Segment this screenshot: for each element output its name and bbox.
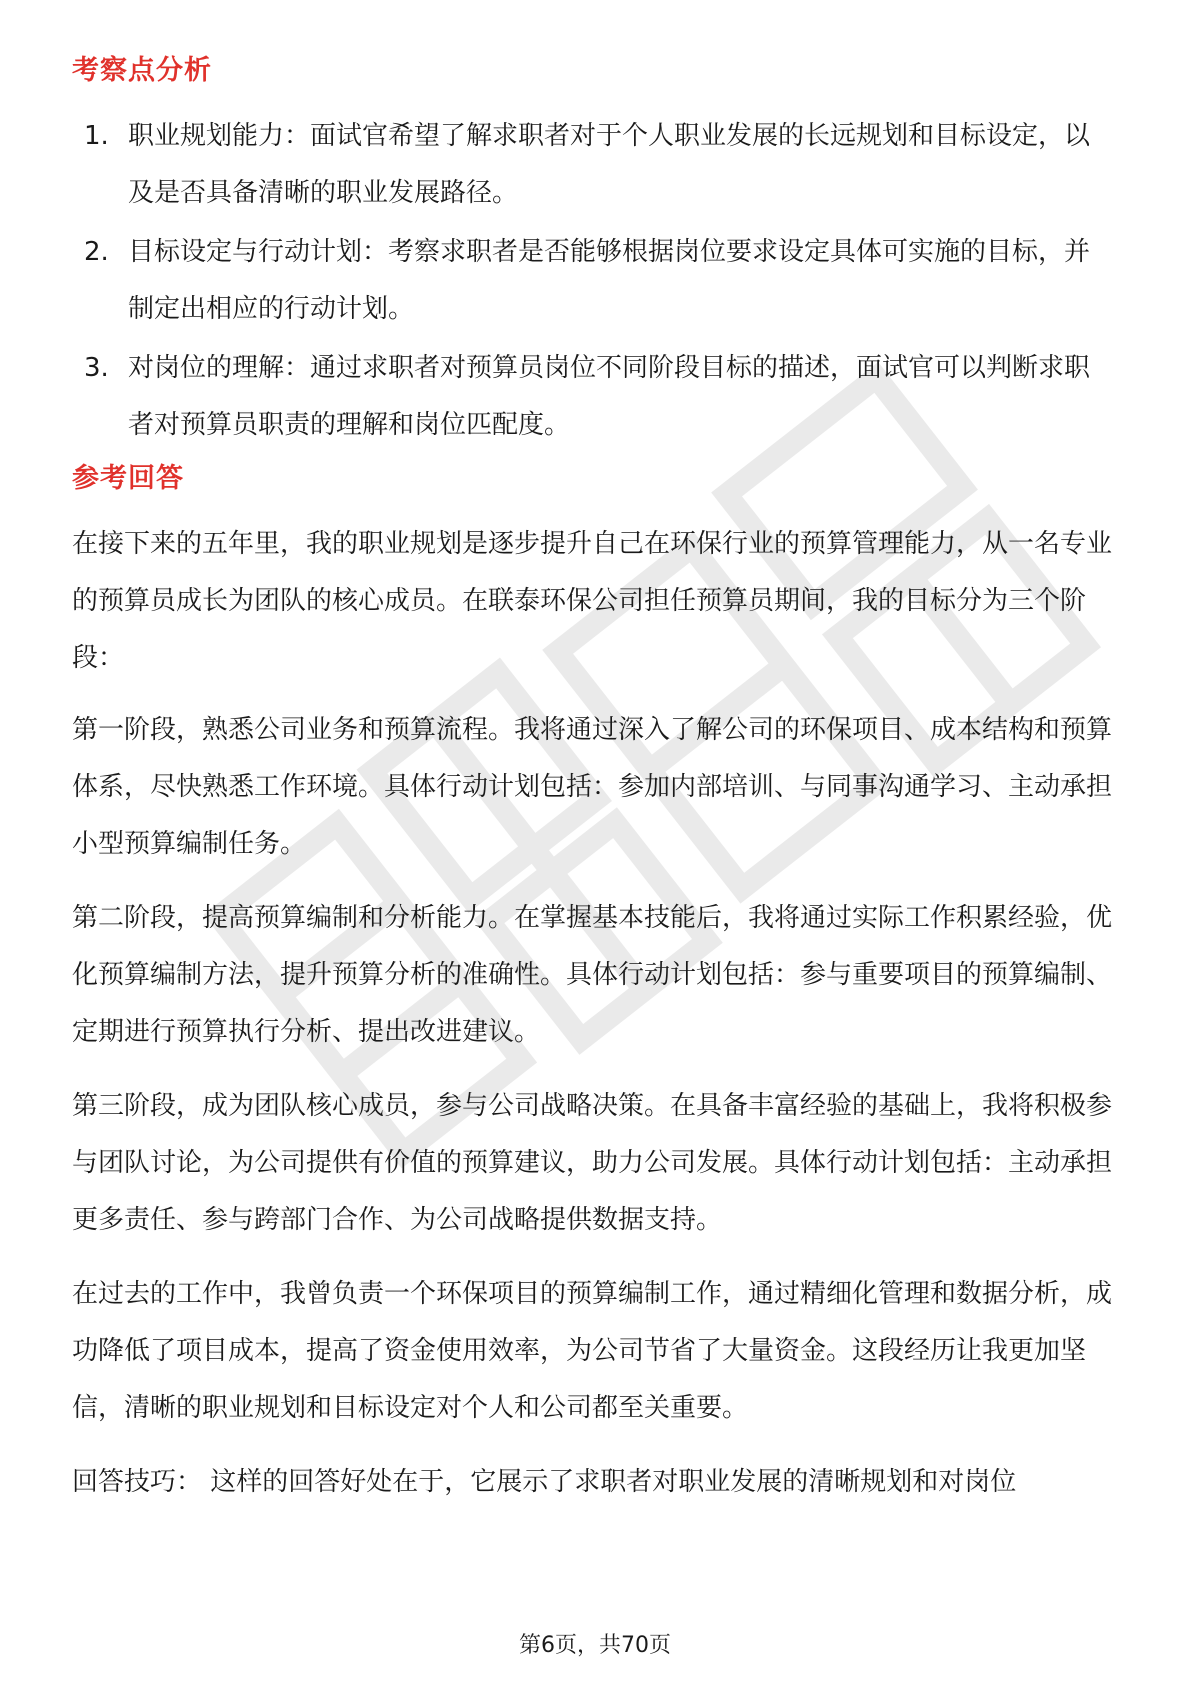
list-item: [84, 340, 1114, 454]
list-item-text: 对岗位的理解：通过求职者对预算员岗位不同阶段目标的描述，面试官可以判断求职者对预算员职责的理解和岗位匹配度。: [128, 353, 1091, 440]
list-item: [84, 108, 1114, 222]
answer-tips-paragraph: 回答技巧： 这样的回答好处在于，它展示了求职者对职业发展的清晰规划和对岗位: [72, 1467, 1017, 1497]
page-number: 第6页，共70页: [519, 1633, 671, 1658]
list-item-text: 目标设定与行动计划：考察求职者是否能够根据岗位要求设定具体可实施的目标，并制定出相应的行动计划。: [128, 237, 1091, 324]
analysis-list: [84, 108, 1114, 456]
answer-paragraph: 第三阶段，成为团队核心成员，参与公司战略决策。在具备丰富经验的基础上，我将积极参与团队讨论，为公司提供有价值的预算建议，助力公司发展。具体行动计划包括：主动承担更多责任、参与跨部门合作、为公司战略提供数据支持。: [72, 1091, 1113, 1235]
list-item: [84, 224, 1114, 338]
answer-paragraph: 在接下来的五年里，我的职业规划是逐步提升自己在环保行业的预算管理能力，从一名专业的预算员成长为团队的核心成员。在联泰环保公司担任预算员期间，我的目标分为三个阶段：: [72, 529, 1113, 673]
section-title-reference-answer: 参考回答: [72, 463, 184, 494]
answer-paragraph: 在过去的工作中，我曾负责一个环保项目的预算编制工作，通过精细化管理和数据分析，成功降低了项目成本，提高了资金使用效率，为公司节省了大量资金。这段经历让我更加坚信，清晰的职业规划和目标设定对个人和公司都至关重要。: [72, 1279, 1113, 1423]
answer-paragraph: 第一阶段，熟悉公司业务和预算流程。我将通过深入了解公司的环保项目、成本结构和预算体系，尽快熟悉工作环境。具体行动计划包括：参加内部培训、与同事沟通学习、主动承担小型预算编制任务。: [72, 715, 1113, 859]
list-item-number: 3.: [84, 353, 109, 383]
section-title-analysis: 考察点分析: [72, 55, 212, 86]
list-item-number: 1.: [84, 121, 109, 151]
list-item-text: 职业规划能力：面试官希望了解求职者对于个人职业发展的长远规划和目标设定，以及是否具备清晰的职业发展路径。: [128, 121, 1091, 208]
list-item-number: 2.: [84, 237, 109, 267]
answer-paragraph: 第二阶段，提高预算编制和分析能力。在掌握基本技能后，我将通过实际工作积累经验，优化预算编制方法，提升预算分析的准确性。具体行动计划包括：参与重要项目的预算编制、定期进行预算执行分析、提出改进建议。: [72, 903, 1113, 1047]
